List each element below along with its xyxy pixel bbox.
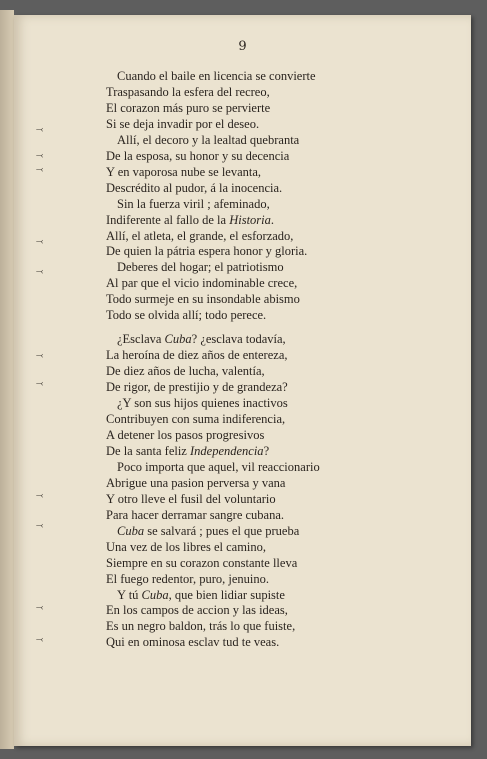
poem-line: ¿Y son sus hijos quienes inactivos — [117, 396, 288, 411]
poem-line: En los campos de accion y las ideas, — [106, 603, 288, 618]
previous-page-edge — [0, 10, 14, 749]
margin-mark: ⤙ — [36, 267, 44, 277]
margin-mark: ⤙ — [36, 635, 44, 645]
italic-word: Historia — [229, 212, 271, 227]
line-text: , que bien lidiar supiste — [168, 587, 285, 602]
poem-line: De quien la pátria espera honor y gloria. — [106, 244, 308, 259]
poem-line: Descrédito al pudor, á la inocencia. — [106, 180, 283, 195]
poem-line: Cuando el baile en licencia se convierte — [117, 69, 316, 83]
poem-body — [106, 69, 446, 651]
poem-line — [106, 332, 446, 348]
italic-word: Cuba — [141, 587, 169, 602]
italic-word: Cuba — [117, 523, 145, 538]
poem-line — [106, 444, 446, 460]
margin-mark: ⤙ — [36, 125, 44, 135]
poem-line: De rigor, de prestijio y de grandeza? — [106, 380, 288, 395]
margin-mark: ⤙ — [36, 379, 44, 389]
poem-line — [106, 213, 446, 229]
poem-line: El corazon más puro se pervierte — [106, 100, 271, 115]
poem-line: Todo surmeje en su insondable abismo — [106, 292, 300, 307]
poem-line: Poco importa que aquel, vil reaccionario — [117, 459, 320, 474]
poem-line: Si se deja invadir por el deseo. — [106, 116, 260, 131]
poem-line: De la esposa, su honor y su decencia — [106, 148, 290, 163]
poem-line: Y en vaporosa nube se levanta, — [106, 164, 262, 179]
line-text: . — [270, 212, 275, 227]
margin-mark: ⤙ — [36, 237, 44, 247]
poem-stanza — [106, 332, 446, 651]
poem-line — [106, 524, 446, 540]
margin-mark: ⤙ — [36, 603, 44, 613]
poem-line: Una vez de los libres el camino, — [106, 539, 267, 554]
poem-line: De diez años de lucha, valentía, — [106, 364, 265, 379]
margin-mark: ⤙ — [36, 151, 44, 161]
italic-word: Independencia — [189, 443, 264, 458]
poem-line: Al par que el vicio indominable crece, — [106, 276, 298, 291]
book-page — [14, 15, 471, 746]
page-number: 9 — [238, 39, 247, 54]
poem-line: Abrigue una pasion perversa y vana — [106, 475, 286, 490]
poem-line: Contribuyen con suma indiferencia, — [106, 412, 286, 427]
poem-line: Allí, el atleta, el grande, el esforzado, — [106, 228, 294, 243]
poem-line: Qui en ominosa esclav tud te veas. — [106, 635, 280, 650]
line-text: De la santa feliz — [106, 443, 190, 458]
line-text: Y tú — [117, 587, 142, 602]
poem-line: Sin la fuerza viril ; afeminado, — [117, 196, 270, 211]
margin-mark: ⤙ — [36, 521, 44, 531]
line-text: ¿Esclava — [117, 332, 165, 347]
poem-line: Es un negro baldon, trás lo que fuiste, — [106, 619, 296, 634]
poem-line: Y otro lleve el fusil del voluntario — [106, 491, 276, 506]
line-text: se salvará ; pues el que prueba — [144, 523, 300, 538]
line-text: Indiferente al fallo de la — [106, 212, 230, 227]
margin-mark: ⤙ — [36, 165, 44, 175]
poem-line: Para hacer derramar sangre cubana. — [106, 507, 285, 522]
line-text: ? — [263, 443, 270, 458]
poem-line: El fuego redentor, puro, jenuino. — [106, 571, 269, 586]
poem-line: La heroína de diez años de entereza, — [106, 348, 288, 363]
poem-line: Siempre en su corazon constante lleva — [106, 555, 298, 570]
poem-line: Allí, el decoro y la lealtad quebranta — [117, 132, 300, 147]
poem-line: Traspasando la esfera del recreo, — [106, 84, 270, 99]
line-text: ? ¿esclava todavía, — [191, 332, 286, 347]
poem-line: Deberes del hogar; el patriotismo — [117, 260, 284, 275]
poem-line — [106, 588, 446, 604]
italic-word: Cuba — [164, 332, 192, 347]
margin-mark: ⤙ — [36, 351, 44, 361]
poem-line: Todo se olvida allí; todo perece. — [106, 308, 267, 323]
poem-stanza — [106, 69, 446, 324]
poem-line: A detener los pasos progresivos — [106, 427, 265, 442]
margin-mark: ⤙ — [36, 491, 44, 501]
